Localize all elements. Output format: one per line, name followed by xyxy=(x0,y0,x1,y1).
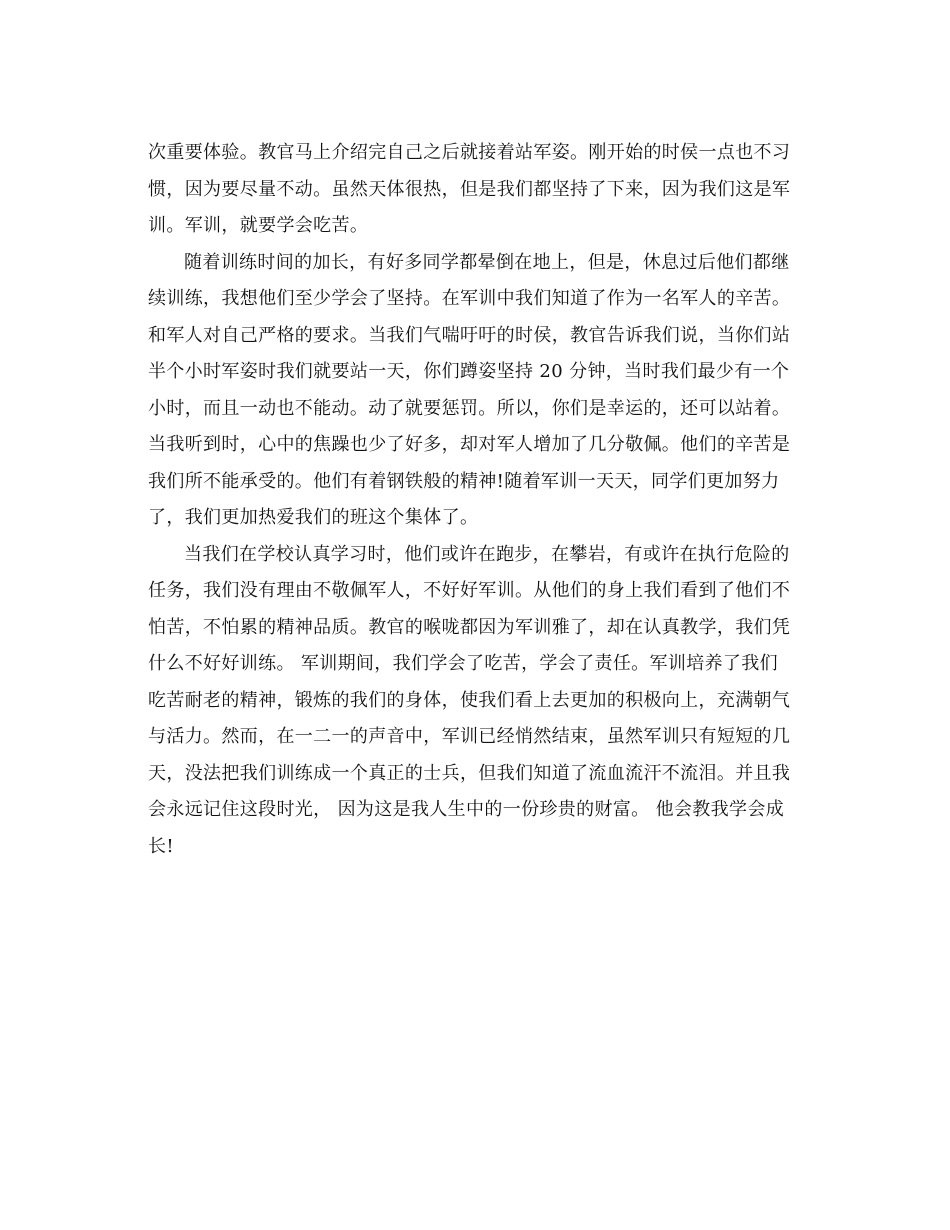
text-line: 什么不好好训练。 军训期间，我们学会了吃苦，学会了责任。军训培养了我们 xyxy=(148,653,778,674)
text-line: 与活力。然而，在一二一的声音中，军训已经悄然结束，虽然军训只有短短的几 xyxy=(148,726,791,747)
paragraph-first-line: 随着训练时间的加长，有好多同学都晕倒在地上，但是，休息过后他们都继 xyxy=(184,251,790,273)
paragraph-first-line: 当我们在学校认真学习时，他们或许在跑步，在攀岩，有或许在执行危险的 xyxy=(184,543,790,565)
text-line: 次重要体验。教官马上介绍完自己之后就接着站军姿。刚开始的时侯一点也不习 xyxy=(148,142,791,163)
text-line: 天，没法把我们训练成一个真正的士兵，但我们知道了流血流汗不流泪。并且我 xyxy=(148,762,791,784)
text-line: 当我听到时，心中的焦躁也少了好多，却对军人增加了几分敬佩。他们的辛苦是 xyxy=(148,434,791,455)
text-line: 怕苦，不怕累的精神品质。教官的喉咙都因为军训雅了，却在认真教学，我们凭 xyxy=(148,616,791,638)
text-line: 任务，我们没有理由不敬佩军人，不好好军训。从他们的身上我们看到了他们不 xyxy=(148,580,791,601)
text-line: 训。军训，就要学会吃苦。 xyxy=(148,215,369,236)
text-line: 续训练，我想他们至少学会了坚持。在军训中我们知道了作为一名军人的辛苦。 xyxy=(148,288,791,309)
text-line: 会永远记住这段时光， 因为这是我人生中的一份珍贵的财富。 他会教我学会成 xyxy=(148,799,785,820)
text-line: 我们所不能承受的。他们有着钢铁般的精神!随着军训一天天，同学们更加努力 xyxy=(148,470,780,492)
document-body xyxy=(148,135,808,865)
text-line: 吃苦耐老的精神，锻炼的我们的身体，使我们看上去更加的积极向上，充满朝气 xyxy=(148,689,791,711)
text-line: 和军人对自己严格的要求。当我们气喘吁吁的时侯，教官告诉我们说，当你们站 xyxy=(148,324,791,346)
text-line: 半个小时军姿时我们就要站一天，你们蹲姿坚持 20 分钟，当时我们最少有一个 xyxy=(148,361,790,382)
text-line: 惯，因为要尽量不动。虽然天体很热，但是我们都坚持了下来，因为我们这是军 xyxy=(148,178,791,200)
text-line: 长! xyxy=(148,835,174,857)
text-line: 小时，而且一动也不能动。动了就要惩罚。所以，你们是幸运的，还可以站着。 xyxy=(148,397,791,419)
text-line: 了，我们更加热爱我们的班这个集体了。 xyxy=(148,507,479,528)
